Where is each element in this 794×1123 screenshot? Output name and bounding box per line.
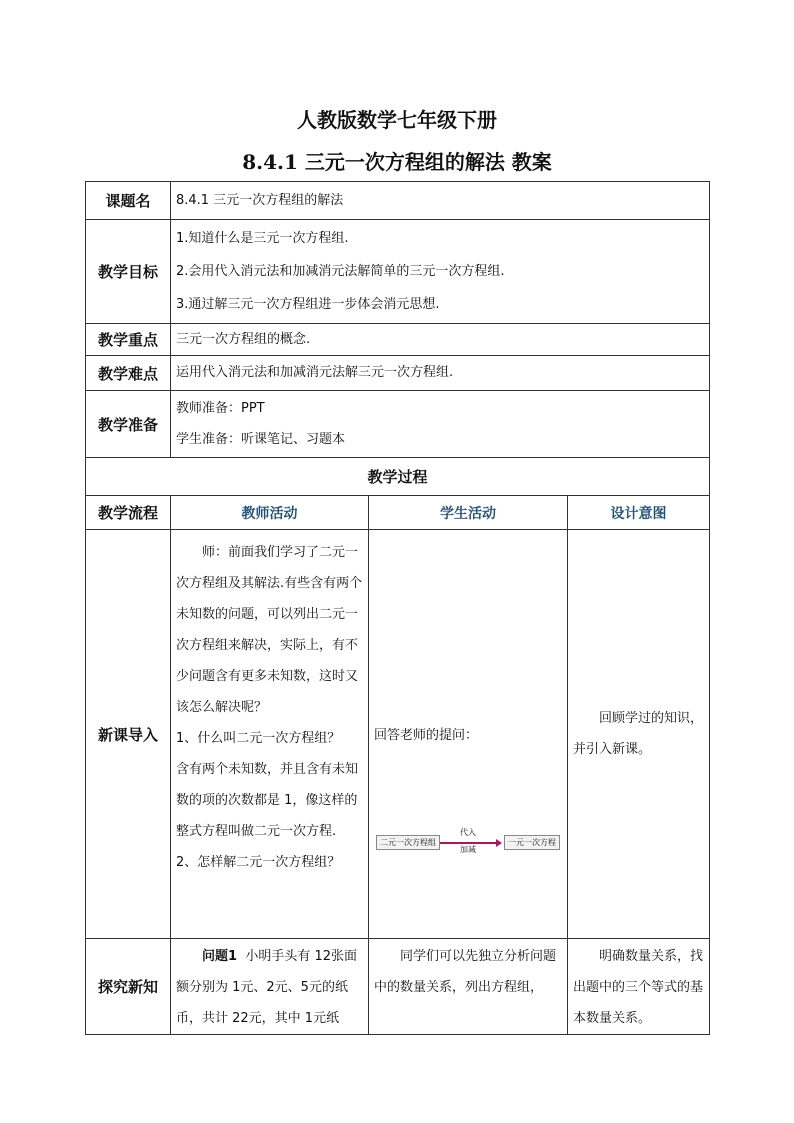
prep-student: 学生准备：听课笔记、习题本 xyxy=(176,432,346,447)
process-header-row xyxy=(86,496,710,530)
document-subtitle: 8.4.1 三元一次方程组的解法 教案 xyxy=(242,150,552,174)
key-row xyxy=(86,324,710,356)
goal-item: 3.通过解三元一次方程组进一步体会消元思想. xyxy=(176,297,440,312)
diagram-from-box: 二元一次方程组 xyxy=(376,835,440,850)
header-student: 学生活动 xyxy=(369,496,568,530)
goals-label: 教学目标 xyxy=(86,220,171,324)
lesson-plan-table xyxy=(85,181,710,1035)
goal-item: 2.会用代入消元法和加减消元法解简单的三元一次方程组. xyxy=(176,264,505,279)
explore-stage: 探究新知 xyxy=(86,939,171,1035)
document-title: 人教版数学七年级下册 xyxy=(297,108,497,132)
intro-intent: 回顾学过的知识，并引入新课。 xyxy=(568,530,710,939)
key-label: 教学重点 xyxy=(86,324,171,356)
topic-value: 8.4.1 三元一次方程组的解法 xyxy=(171,182,710,220)
intro-stage: 新课导入 xyxy=(86,530,171,939)
explore-row xyxy=(86,939,710,1035)
difficulty-row xyxy=(86,356,710,391)
intro-question-2: 2、怎样解二元一次方程组？ xyxy=(176,855,341,870)
prep-teacher: 教师准备：PPT xyxy=(176,401,265,416)
intro-teacher-text: 师：前面我们学习了二元一次方程组及其解法.有些含有两个未知数的问题，可以列出二元一次方程组来解决，实际上，有不少问题含有更多未知数，这时又该怎么解决呢？ xyxy=(176,545,363,715)
header-intent: 设计意图 xyxy=(568,496,710,530)
arrow-label-bottom: 加减 xyxy=(460,845,476,854)
difficulty-label: 教学难点 xyxy=(86,356,171,391)
process-title-row xyxy=(86,458,710,496)
goals-row xyxy=(86,220,710,324)
process-title: 教学过程 xyxy=(86,458,710,496)
key-value: 三元一次方程组的概念. xyxy=(171,324,710,356)
intro-row xyxy=(86,530,710,939)
intro-student-text: 回答老师的提问： xyxy=(374,728,479,743)
diagram-to-box: 一元一次方程 xyxy=(504,835,560,850)
goals-list xyxy=(171,220,710,324)
explore-teacher-text: 小明手头有 12张面额分别为 1元、2元、5元的纸币，共计 22元，其中 1元纸 xyxy=(176,949,357,1026)
topic-label: 课题名 xyxy=(86,182,171,220)
arrow-right-icon xyxy=(440,842,498,844)
problem-label: 问题1 xyxy=(202,949,238,964)
intro-question-1: 1、什么叫二元一次方程组？ xyxy=(176,731,341,746)
explore-student-activity: 同学们可以先独立分析问题中的数量关系，列出方程组， xyxy=(369,939,568,1035)
arrow-label-top: 代入 xyxy=(460,828,476,837)
topic-row xyxy=(86,182,710,220)
header-flow: 教学流程 xyxy=(86,496,171,530)
intro-teacher-activity xyxy=(171,530,369,939)
intro-student-activity xyxy=(369,530,568,939)
explore-teacher-activity xyxy=(171,939,369,1035)
intro-answer-1: 含有两个未知数，并且含有未知数的项的次数都是 1，像这样的整式方程叫做二元一次方程. xyxy=(176,762,359,839)
explore-intent: 明确数量关系，找出题中的三个等式的基本数量关系。 xyxy=(568,939,710,1035)
header-teacher: 教师活动 xyxy=(171,496,369,530)
goal-item: 1.知道什么是三元一次方程组. xyxy=(176,231,349,246)
prep-label: 教学准备 xyxy=(86,391,171,458)
elimination-diagram xyxy=(374,828,562,855)
prep-row xyxy=(86,391,710,458)
difficulty-value: 运用代入消元法和加减消元法解三元一次方程组. xyxy=(171,356,710,391)
